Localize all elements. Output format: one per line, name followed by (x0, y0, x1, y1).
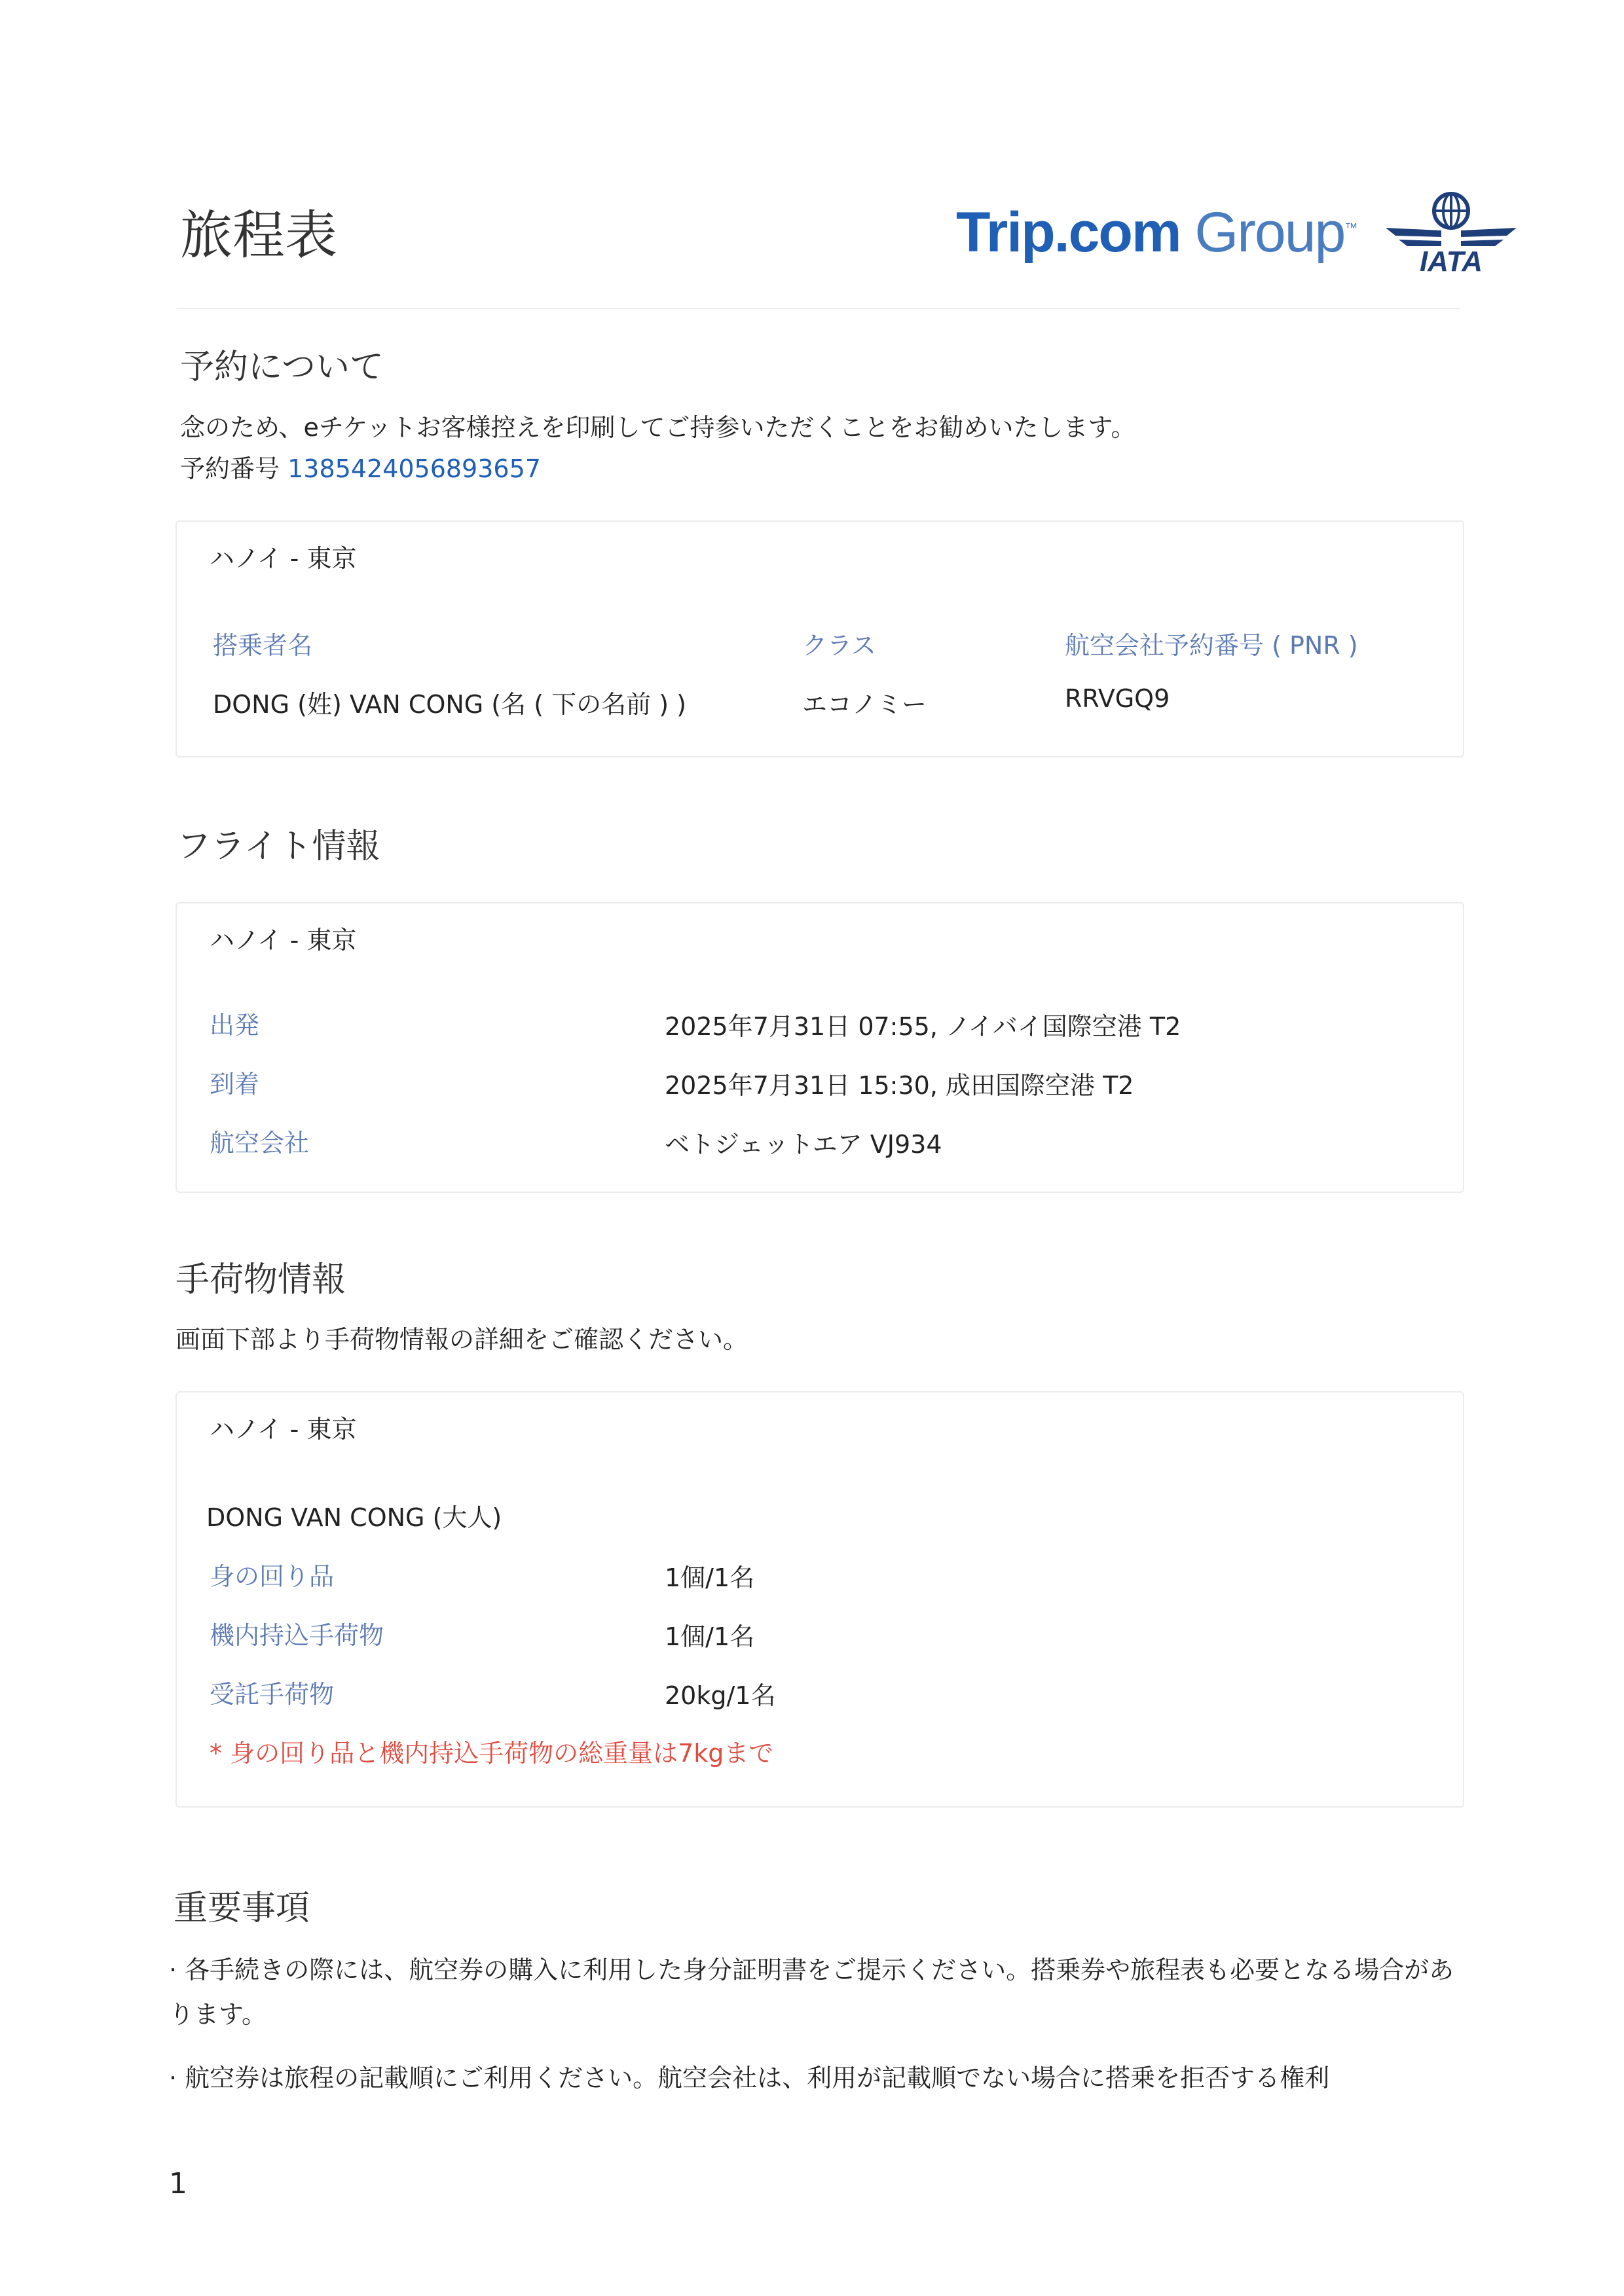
checked-baggage-value: 20kg/1名 (665, 1681, 776, 1710)
arrival-value: 2025年7月31日 15:30, 成田国際空港 T2 (665, 1071, 1134, 1100)
important-heading: 重要事項 (174, 1889, 310, 1928)
reservation-note: 念のため、eチケットお客様控えを印刷してご持参いただくことをお勧めいたします。 (180, 413, 1136, 442)
logo-group-text: Group (1194, 200, 1345, 264)
card-route: ハノイ - 東京 (210, 1415, 357, 1444)
card-route: ハノイ - 東京 (210, 926, 357, 955)
baggage-card (175, 1391, 1464, 1808)
flight-card (175, 902, 1464, 1193)
booking-number-row (180, 448, 541, 484)
personal-item-label: 身の回り品 (210, 1562, 335, 1591)
passenger-value: DONG (姓) VAN CONG (名 ( 下の名前 ) ) (213, 690, 686, 719)
baggage-heading: 手荷物情報 (175, 1260, 346, 1300)
airline-label: 航空会社 (210, 1129, 310, 1157)
class-value: エコノミー (802, 690, 927, 719)
departure-label: 出発 (210, 1011, 260, 1040)
booking-number-label: 予約番号 (180, 454, 280, 483)
departure-value: 2025年7月31日 07:55, ノイバイ国際空港 T2 (665, 1012, 1181, 1041)
logo-dotcom-text: .com (1054, 200, 1181, 264)
header-divider (177, 308, 1460, 309)
iata-logo (1382, 190, 1520, 275)
reservation-card (175, 520, 1464, 757)
pnr-label: 航空会社予約番号 ( PNR ) (1065, 631, 1358, 660)
page-title: 旅程表 (180, 205, 337, 266)
airline-value: ベトジェットエア VJ934 (665, 1130, 942, 1159)
arrival-label: 到着 (210, 1070, 260, 1099)
carry-on-value: 1個/1名 (665, 1622, 755, 1651)
flight-heading: フライト情報 (177, 827, 380, 866)
carry-on-label: 機内持込手荷物 (210, 1621, 384, 1650)
important-item-1: · 各手続きの際には、航空券の購入に利用した身分証明書をご提示ください。搭乗券や旅程表も必要となる場合があります。 (169, 1956, 1454, 2029)
baggage-weight-warning: * 身の回り品と機内持込手荷物の総重量は7kgまで (210, 1739, 774, 1768)
important-item-2: · 航空券は旅程の記載順にご利用ください。航空会社は、利用が記載順でない場合に搭乗を拒否する権利 (169, 2064, 1330, 2092)
baggage-passenger: DONG VAN CONG (大人) (206, 1503, 502, 1532)
card-route: ハノイ - 東京 (210, 544, 357, 573)
checked-baggage-label: 受託手荷物 (210, 1680, 335, 1709)
baggage-note: 画面下部より手荷物情報の詳細をご確認ください。 (175, 1325, 748, 1354)
page-number: 1 (169, 2167, 187, 2200)
passenger-label: 搭乗者名 (213, 631, 313, 660)
iata-logo-text: IATA (1420, 246, 1483, 275)
reservation-heading: 予約について (180, 348, 384, 387)
pnr-value: RRVGQ9 (1065, 684, 1170, 713)
header-logos (956, 190, 1520, 275)
logo-trip-text: Trip (956, 200, 1054, 264)
booking-number-value[interactable]: 1385424056893657 (287, 454, 541, 483)
class-label: クラス (802, 631, 876, 660)
trip-com-group-logo (956, 200, 1356, 265)
logo-tm-text: ™ (1344, 220, 1357, 235)
personal-item-value: 1個/1名 (665, 1563, 755, 1592)
